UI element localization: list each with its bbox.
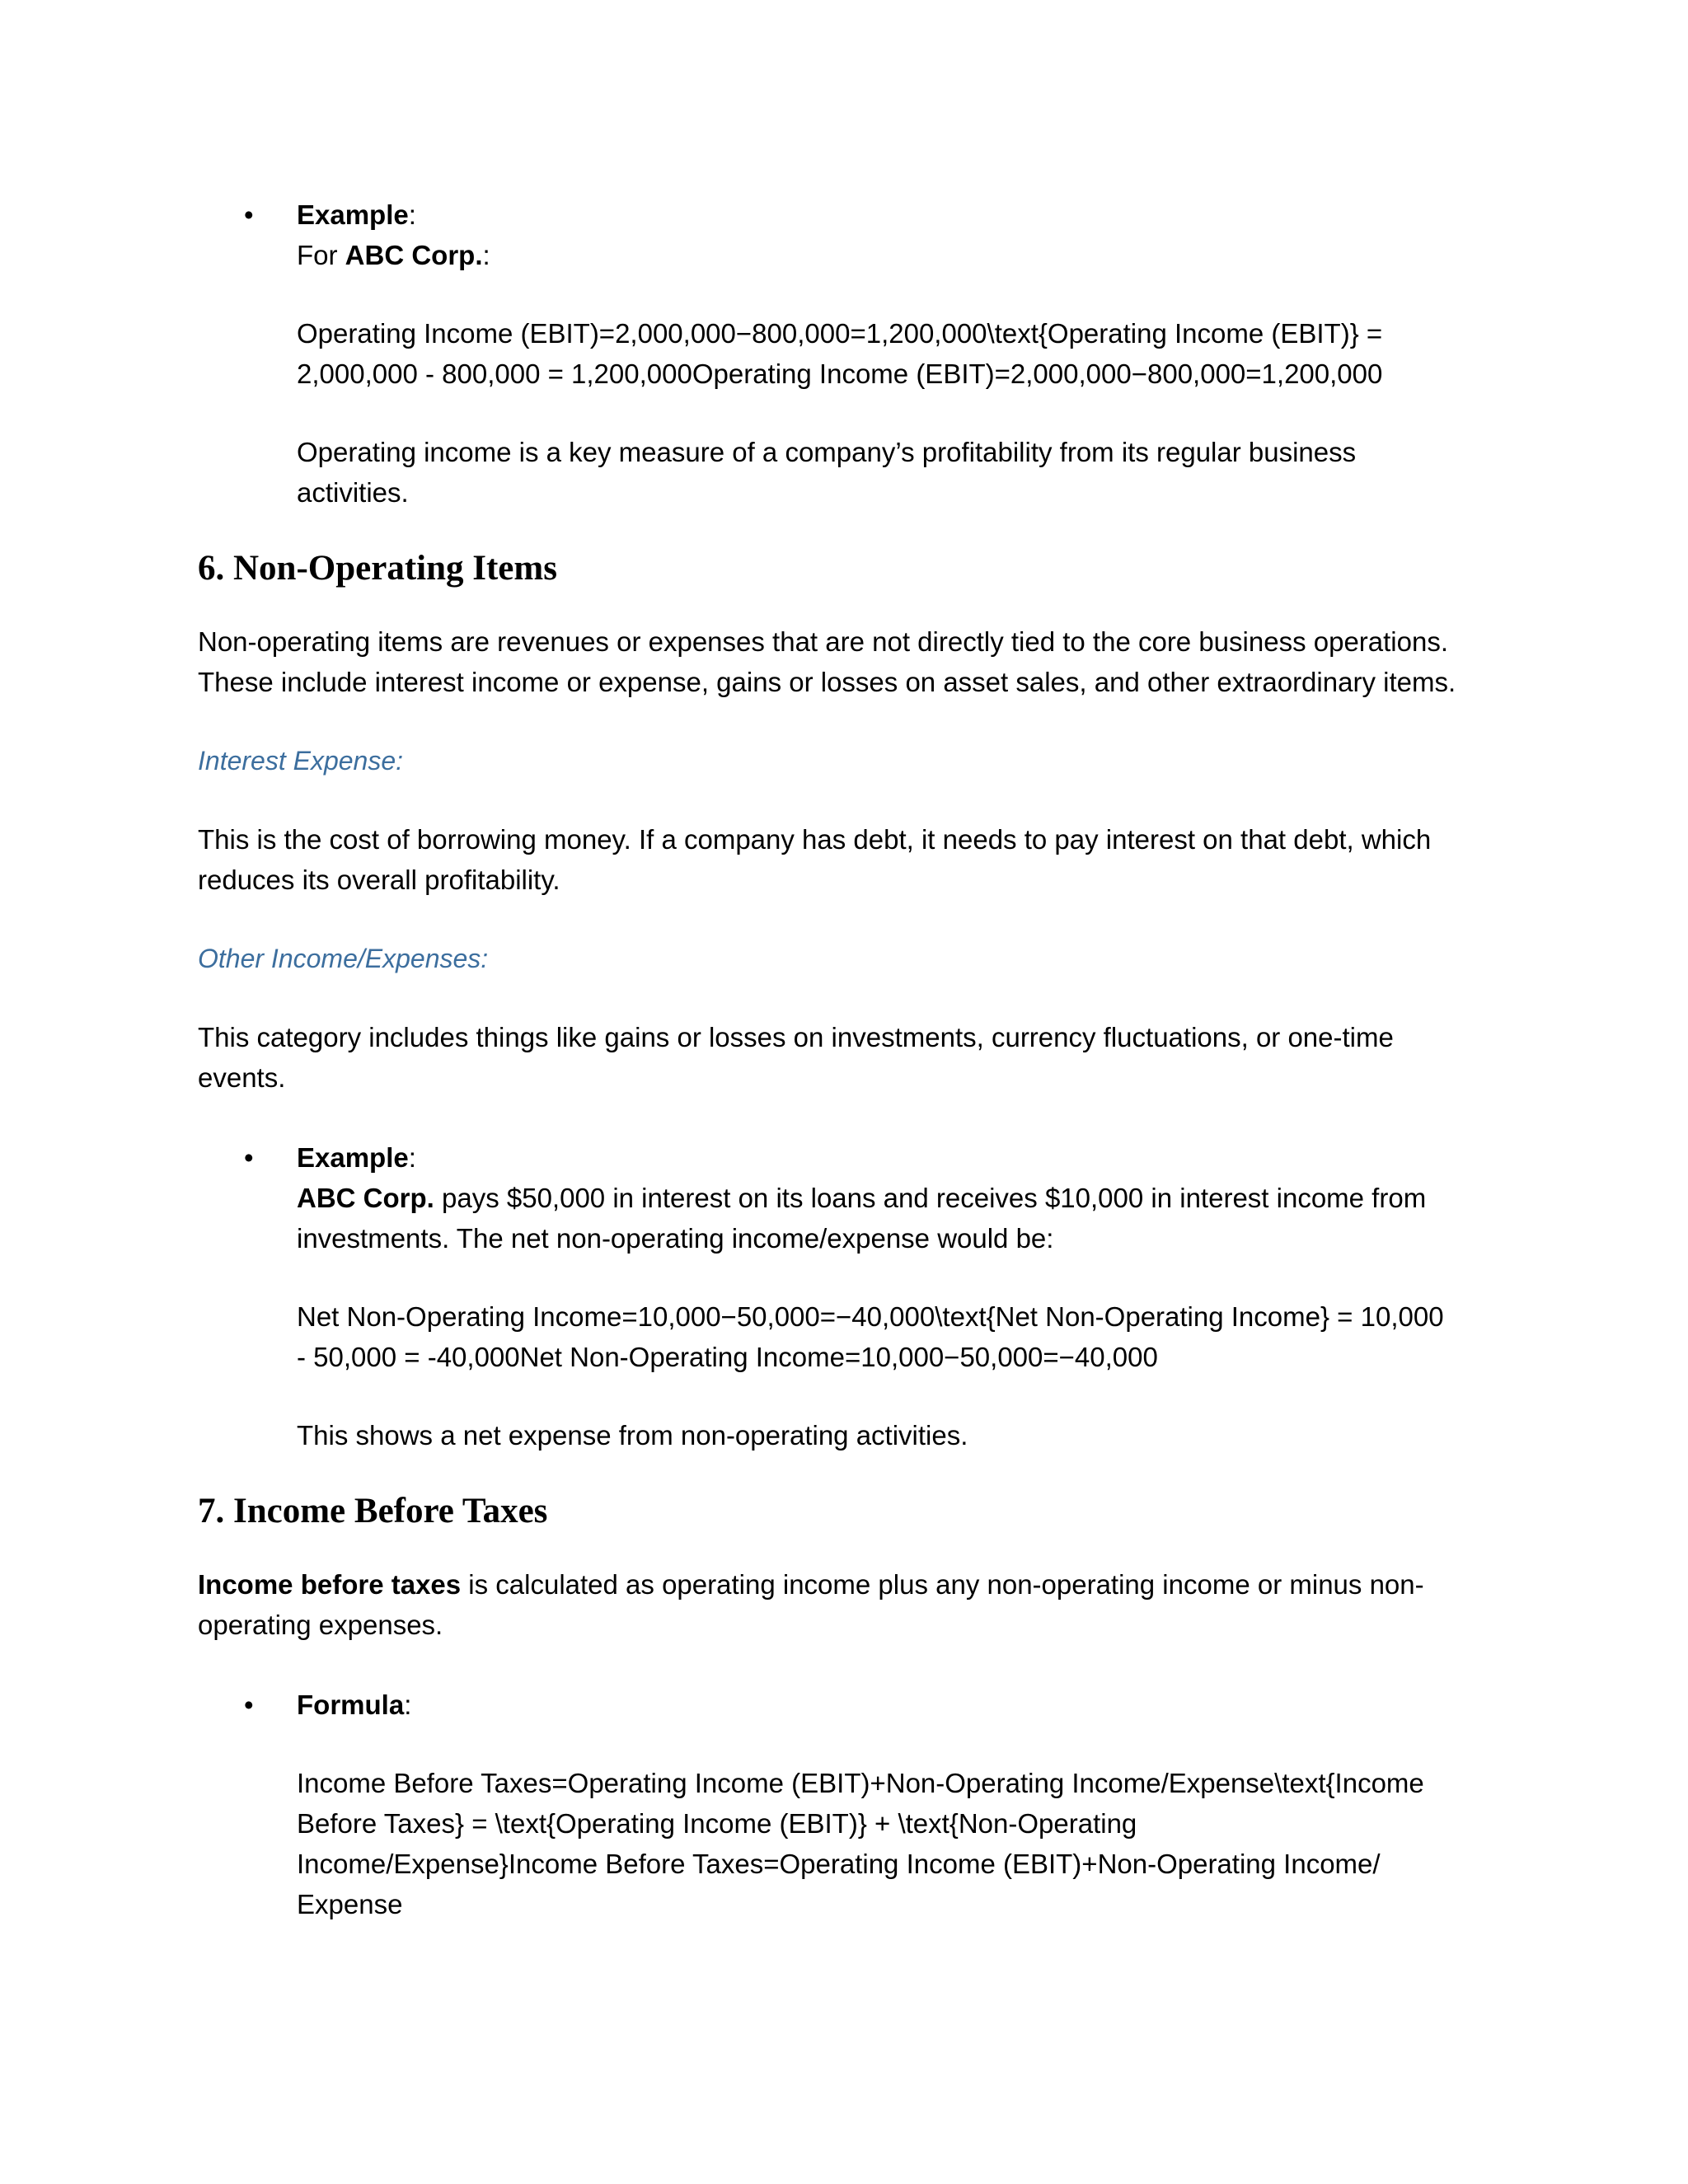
- interest-expense-line-2: reduces its overall profitability.: [198, 865, 560, 895]
- non-operating-formula-line-2: - 50,000 = -40,000Net Non-Operating Income=10,000−50,000=−40,000: [297, 1342, 1158, 1372]
- other-income-subheading: Other Income/Expenses:: [198, 944, 489, 973]
- example-label: Example: [297, 1142, 409, 1173]
- interest-expense-line-1: This is the cost of borrowing money. If a company has debt, it needs to pay interest on that debt, which: [198, 824, 1432, 855]
- document-page: [198, 194, 1500, 1924]
- example-text-line-1: ABC Corp. pays $50,000 in interest on its loans and receives $10,000 in interest income from: [297, 1183, 1427, 1213]
- interest-expense-subheading: Interest Expense:: [198, 746, 404, 776]
- bullet-dot: •: [244, 199, 254, 230]
- income-before-taxes-formula-line-4: Expense: [297, 1889, 403, 1919]
- example-label-line: Example:: [297, 199, 416, 230]
- non-operating-note: This shows a net expense from non-operating activities.: [297, 1420, 968, 1451]
- section-6-heading: 6. Non-Operating Items: [198, 549, 557, 588]
- section-6-intro-line-2: These include interest income or expense, gains or losses on asset sales, and other extraordinary items.: [198, 667, 1456, 697]
- operating-income-note-line-2: activities.: [297, 477, 409, 508]
- company-name: ABC Corp.: [297, 1183, 434, 1213]
- income-before-taxes-formula-line-2: Before Taxes} = \text{Operating Income (EBIT)} + \text{Non-Operating: [297, 1808, 1137, 1839]
- example-bullet-operating-income: [198, 194, 1500, 513]
- bullet-dot: •: [244, 1690, 254, 1720]
- operating-income-formula-line-1: Operating Income (EBIT)=2,000,000−800,000=1,200,000\text{Operating Income (EBIT)} =: [297, 318, 1383, 349]
- section-6-intro-line-1: Non-operating items are revenues or expenses that are not directly tied to the core business operations.: [198, 626, 1449, 657]
- income-before-taxes-formula-line-3: Income/Expense}Income Before Taxes=Operating Income (EBIT)+Non-Operating Income/: [297, 1849, 1381, 1879]
- section-7-intro-line-1: Income before taxes is calculated as operating income plus any non-operating income or minus non-: [198, 1569, 1424, 1600]
- example-text-line-2: investments. The net non-operating income/expense would be:: [297, 1223, 1054, 1254]
- example-label: Example: [297, 199, 409, 230]
- bullet-dot: •: [244, 1142, 254, 1173]
- for-company-line: For ABC Corp.:: [297, 240, 490, 270]
- operating-income-note-line-1: Operating income is a key measure of a company’s profitability from its regular business: [297, 437, 1357, 467]
- non-operating-formula-line-1: Net Non-Operating Income=10,000−50,000=−40,000\text{Net Non-Operating Income} = 10,000: [297, 1301, 1444, 1332]
- income-before-taxes-term: Income before taxes: [198, 1569, 462, 1600]
- formula-bullet: [198, 1685, 1500, 1924]
- company-name: ABC Corp.: [345, 240, 483, 270]
- section-7-heading: 7. Income Before Taxes: [198, 1492, 548, 1530]
- formula-label: Formula: [297, 1690, 405, 1720]
- example-label-line: Example:: [297, 1142, 416, 1173]
- operating-income-formula-line-2: 2,000,000 - 800,000 = 1,200,000Operating Income (EBIT)=2,000,000−800,000=1,200,000: [297, 359, 1383, 389]
- section-7-intro-line-2: operating expenses.: [198, 1610, 443, 1640]
- formula-label-line: Formula:: [297, 1690, 412, 1720]
- example-bullet-non-operating: [198, 1137, 1500, 1455]
- other-income-line-2: events.: [198, 1062, 286, 1093]
- other-income-line-1: This category includes things like gains or losses on investments, currency fluctuations, or one-time: [198, 1022, 1394, 1052]
- income-before-taxes-formula-line-1: Income Before Taxes=Operating Income (EBIT)+Non-Operating Income/Expense\text{Income: [297, 1768, 1424, 1798]
